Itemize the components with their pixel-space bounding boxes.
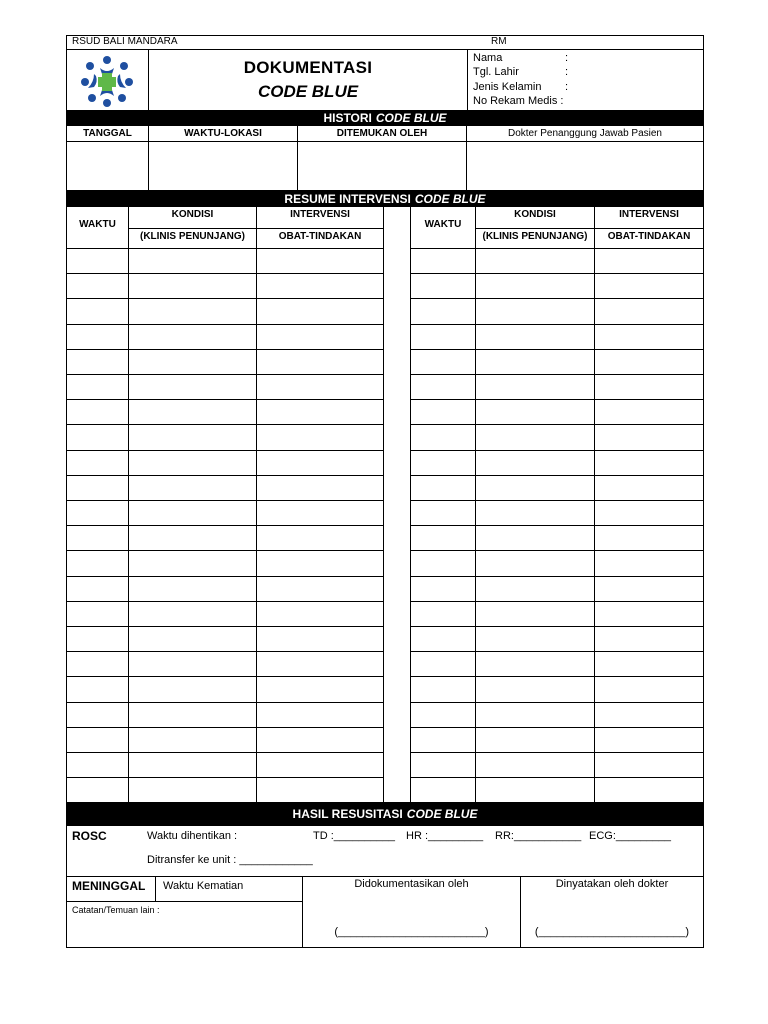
resume-input-cell[interactable] [67, 451, 128, 475]
resume-input-cell[interactable] [129, 602, 256, 626]
patient-field-value[interactable]: : [565, 52, 569, 64]
resume-input-cell[interactable] [595, 778, 703, 802]
frame-right [703, 35, 704, 948]
resume-right-waktu: WAKTU [424, 219, 462, 230]
resume-input-cell[interactable] [67, 728, 128, 752]
histori-heading [67, 110, 703, 126]
resume-input-cell[interactable] [476, 425, 594, 449]
resume-input-cell[interactable] [411, 627, 475, 651]
resume-input-cell[interactable] [129, 652, 256, 676]
resume-input-cell[interactable] [129, 350, 256, 374]
resume-input-cell[interactable] [67, 400, 128, 424]
resume-heading-italic: CODE BLUE [414, 191, 486, 206]
resume-left-kondisi: KONDISI [171, 209, 214, 220]
td-field[interactable]: TD :__________ [313, 830, 395, 842]
resume-right-kondisi-sub: (KLINIS PENUNJANG) [482, 231, 588, 242]
resume-input-cell[interactable] [129, 451, 256, 475]
patient-field-value[interactable]: : [565, 81, 569, 93]
hasil-heading-italic: CODE BLUE [406, 807, 478, 821]
resume-input-cell[interactable] [67, 375, 128, 399]
resume-input-cell[interactable] [257, 249, 383, 273]
resume-input-cell[interactable] [129, 274, 256, 298]
resume-input-cell[interactable] [129, 400, 256, 424]
resume-input-cell[interactable] [257, 551, 383, 575]
meninggal-label: MENINGGAL [72, 879, 146, 893]
histori-input-waktu-lokasi[interactable] [149, 142, 297, 190]
hr-field[interactable]: HR :_________ [406, 830, 484, 842]
resume-input-cell[interactable] [257, 400, 383, 424]
resume-input-cell[interactable] [67, 602, 128, 626]
resume-input-cell[interactable] [67, 274, 128, 298]
resume-input-cell[interactable] [595, 325, 703, 349]
resume-input-cell[interactable] [476, 299, 594, 323]
patient-field-label: Jenis Kelamin [473, 81, 542, 93]
resume-input-cell[interactable] [67, 249, 128, 273]
resume-input-cell[interactable] [129, 778, 256, 802]
doc-title: DOKUMENTASI [243, 58, 373, 77]
meninggal-bottom-line [66, 901, 303, 902]
resume-left-kondisi-sub: (KLINIS PENUNJANG) [139, 231, 245, 242]
resume-input-cell[interactable] [411, 501, 475, 525]
resume-input-cell[interactable] [257, 451, 383, 475]
resume-input-cell[interactable] [67, 299, 128, 323]
resume-input-cell[interactable] [411, 728, 475, 752]
resume-input-cell[interactable] [595, 249, 703, 273]
resume-input-cell[interactable] [411, 375, 475, 399]
hasil-heading [67, 802, 703, 826]
histori-heading-italic: CODE BLUE [375, 111, 447, 125]
resume-input-cell[interactable] [476, 451, 594, 475]
resume-input-cell[interactable] [595, 476, 703, 500]
histori-heading-text: HISTORI [323, 111, 372, 125]
resume-input-cell[interactable] [67, 778, 128, 802]
resume-input-cell[interactable] [595, 753, 703, 777]
resume-input-cell[interactable] [129, 577, 256, 601]
histori-input-tanggal[interactable] [67, 142, 148, 190]
catatan-field[interactable]: Catatan/Temuan lain : [72, 905, 160, 915]
resume-input-cell[interactable] [67, 551, 128, 575]
resume-input-cell[interactable] [476, 627, 594, 651]
resume-input-cell[interactable] [411, 753, 475, 777]
resume-input-cell[interactable] [595, 551, 703, 575]
resume-header-mid-line [128, 228, 384, 229]
rosc-label: ROSC [72, 829, 107, 843]
hospital-name: RSUD BALI MANDARA [72, 36, 178, 47]
resume-input-cell[interactable] [129, 299, 256, 323]
resume-input-cell[interactable] [411, 325, 475, 349]
resume-input-cell[interactable] [257, 728, 383, 752]
histori-input-ditemukan[interactable] [298, 142, 466, 190]
resume-input-cell[interactable] [476, 652, 594, 676]
resume-input-cell[interactable] [595, 627, 703, 651]
resume-input-cell[interactable] [129, 425, 256, 449]
header-divider [66, 49, 704, 50]
resume-input-cell[interactable] [411, 526, 475, 550]
resume-input-cell[interactable] [257, 299, 383, 323]
resume-input-cell[interactable] [257, 350, 383, 374]
resume-input-cell[interactable] [476, 526, 594, 550]
resume-input-cell[interactable] [257, 501, 383, 525]
resume-input-cell[interactable] [476, 677, 594, 701]
hasil-heading-text: HASIL RESUSITASI [292, 807, 403, 821]
resume-input-cell[interactable] [476, 476, 594, 500]
resume-input-cell[interactable] [595, 526, 703, 550]
resume-input-cell[interactable] [257, 274, 383, 298]
resume-right-kondisi: KONDISI [514, 209, 556, 220]
resume-input-cell[interactable] [67, 526, 128, 550]
resume-header-mid-line [475, 228, 704, 229]
resume-input-cell[interactable] [257, 476, 383, 500]
resume-input-cell[interactable] [257, 753, 383, 777]
resume-input-cell[interactable] [595, 703, 703, 727]
resume-input-cell[interactable] [411, 602, 475, 626]
resume-input-cell[interactable] [67, 350, 128, 374]
resume-input-cell[interactable] [476, 551, 594, 575]
resume-input-cell[interactable] [476, 249, 594, 273]
waktu-kematian-field[interactable]: Waktu Kematian [163, 880, 244, 892]
resume-heading [67, 190, 703, 207]
patient-field-value[interactable]: : [565, 66, 569, 78]
histori-col-waktu-lokasi: WAKTU-LOKASI [184, 128, 262, 139]
resume-input-cell[interactable] [595, 652, 703, 676]
resume-input-cell[interactable] [411, 677, 475, 701]
resume-input-cell[interactable] [129, 728, 256, 752]
patient-field-label: Nama [473, 52, 503, 64]
histori-col-tanggal: TANGGAL [83, 128, 132, 139]
resume-left-intervensi: INTERVENSI [290, 209, 350, 220]
resume-input-cell[interactable] [257, 602, 383, 626]
resume-input-cell[interactable] [129, 249, 256, 273]
resume-input-cell[interactable] [67, 753, 128, 777]
resume-input-cell[interactable] [595, 451, 703, 475]
resume-input-cell[interactable] [595, 577, 703, 601]
resume-right-intervensi-sub: OBAT-TINDAKAN [607, 231, 691, 242]
resume-input-cell[interactable] [129, 526, 256, 550]
histori-col-ditemukan: DITEMUKAN OLEH [336, 128, 428, 139]
resume-input-cell[interactable] [67, 476, 128, 500]
resume-input-cell[interactable] [595, 350, 703, 374]
resume-input-cell[interactable] [476, 703, 594, 727]
resume-input-cell[interactable] [411, 425, 475, 449]
resume-right-intervensi: INTERVENSI [619, 209, 679, 220]
resume-input-cell[interactable] [129, 703, 256, 727]
resume-input-cell[interactable] [411, 274, 475, 298]
resume-input-cell[interactable] [257, 425, 383, 449]
resume-input-cell[interactable] [595, 400, 703, 424]
resume-input-cell[interactable] [411, 400, 475, 424]
resume-input-cell[interactable] [476, 778, 594, 802]
resume-input-cell[interactable] [257, 703, 383, 727]
resume-input-cell[interactable] [67, 577, 128, 601]
resume-col-line [383, 207, 384, 802]
resume-input-cell[interactable] [257, 627, 383, 651]
resume-input-cell[interactable] [476, 577, 594, 601]
title-divider [467, 49, 468, 110]
resume-input-cell[interactable] [257, 325, 383, 349]
resume-input-cell[interactable] [476, 375, 594, 399]
resume-input-cell[interactable] [129, 677, 256, 701]
resume-input-cell[interactable] [595, 602, 703, 626]
resume-input-cell[interactable] [67, 325, 128, 349]
resume-input-cell[interactable] [476, 602, 594, 626]
signature-line-documenter[interactable]: (________________________) [334, 926, 489, 938]
patient-field-label: Tgl. Lahir [473, 66, 519, 78]
didokumentasikan-label: Didokumentasikan oleh [354, 878, 469, 890]
resume-input-cell[interactable] [595, 501, 703, 525]
hospital-logo-icon [76, 52, 138, 108]
resume-input-cell[interactable] [476, 350, 594, 374]
resume-input-cell[interactable] [411, 577, 475, 601]
resume-input-cell[interactable] [411, 249, 475, 273]
resume-input-cell[interactable] [476, 400, 594, 424]
meninggal-top-line [66, 876, 704, 877]
resume-input-cell[interactable] [411, 551, 475, 575]
resume-input-cell[interactable] [67, 501, 128, 525]
resume-input-cell[interactable] [411, 652, 475, 676]
resume-input-cell[interactable] [67, 703, 128, 727]
signature-line-doctor[interactable]: (________________________) [534, 926, 690, 938]
rm-label: RM [491, 36, 507, 47]
resume-input-cell[interactable] [476, 325, 594, 349]
resume-input-cell[interactable] [595, 274, 703, 298]
frame-bottom [66, 947, 704, 948]
rr-field[interactable]: RR:___________ [495, 830, 582, 842]
resume-input-cell[interactable] [67, 425, 128, 449]
resume-input-cell[interactable] [595, 375, 703, 399]
doc-subtitle: CODE BLUE [257, 82, 359, 101]
resume-input-cell[interactable] [67, 677, 128, 701]
resume-input-cell[interactable] [129, 476, 256, 500]
resume-left-intervensi-sub: OBAT-TINDAKAN [278, 231, 362, 242]
resume-input-cell[interactable] [595, 677, 703, 701]
resume-input-cell[interactable] [129, 551, 256, 575]
waktu-dihentikan-field[interactable]: Waktu dihentikan : [147, 830, 238, 842]
resume-input-cell[interactable] [595, 728, 703, 752]
resume-input-cell[interactable] [476, 728, 594, 752]
resume-input-cell[interactable] [411, 299, 475, 323]
resume-input-cell[interactable] [411, 476, 475, 500]
resume-input-cell[interactable] [129, 753, 256, 777]
resume-input-cell[interactable] [476, 753, 594, 777]
resume-input-cell[interactable] [411, 703, 475, 727]
resume-heading-text: RESUME INTERVENSI [284, 191, 411, 206]
resume-input-cell[interactable] [129, 375, 256, 399]
ecg-field[interactable]: ECG:_________ [589, 830, 671, 842]
meninggal-label-divider [155, 876, 156, 901]
resume-input-cell[interactable] [257, 677, 383, 701]
resume-input-cell[interactable] [476, 274, 594, 298]
resume-input-cell[interactable] [257, 778, 383, 802]
resume-left-waktu: WAKTU [79, 219, 116, 230]
resume-input-cell[interactable] [257, 375, 383, 399]
resume-input-cell[interactable] [129, 501, 256, 525]
resume-input-cell[interactable] [411, 778, 475, 802]
resume-input-cell[interactable] [129, 627, 256, 651]
resume-input-cell[interactable] [595, 425, 703, 449]
resume-input-cell[interactable] [67, 627, 128, 651]
dinyatakan-label: Dinyatakan oleh dokter [555, 878, 669, 890]
patient-field-label: No Rekam Medis : [473, 95, 564, 107]
resume-input-cell[interactable] [476, 501, 594, 525]
histori-col-dpjp: Dokter Penanggung Jawab Pasien [508, 128, 662, 139]
resume-input-cell[interactable] [129, 325, 256, 349]
resume-input-cell[interactable] [257, 526, 383, 550]
resume-input-cell[interactable] [257, 577, 383, 601]
resume-input-cell[interactable] [411, 451, 475, 475]
resume-input-cell[interactable] [67, 652, 128, 676]
resume-input-cell[interactable] [411, 350, 475, 374]
resume-input-cell[interactable] [257, 652, 383, 676]
histori-input-dpjp[interactable] [467, 142, 703, 190]
ditransfer-field[interactable]: Ditransfer ke unit : ____________ [147, 854, 313, 866]
resume-input-cell[interactable] [595, 299, 703, 323]
